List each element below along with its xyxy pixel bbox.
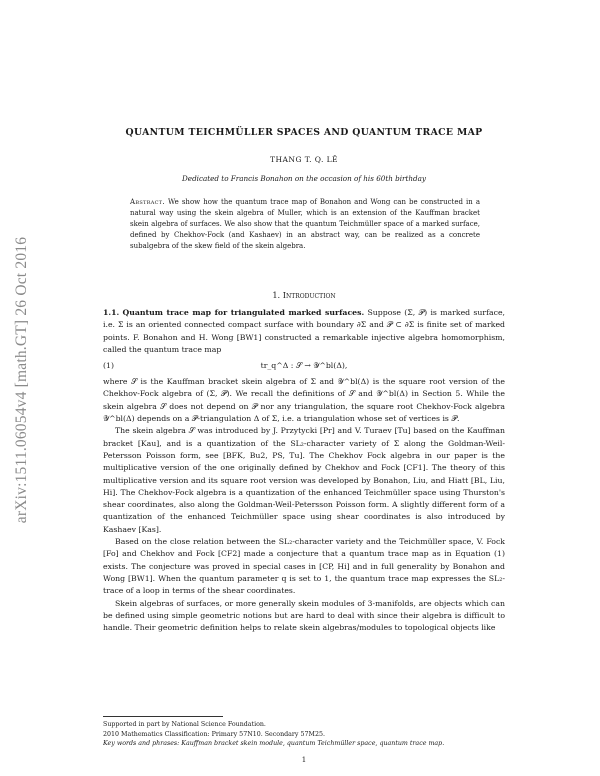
equation-number: (1) — [103, 361, 114, 371]
arxiv-identifier: arXiv:1511.06054v4 [math.GT] 26 Oct 2016 — [13, 236, 30, 524]
abstract — [130, 197, 480, 252]
paper-title: QUANTUM TEICHMÜLLER SPACES AND QUANTUM TRACE MAP — [125, 127, 483, 138]
footnote-support: Supported in part by National Science Foundation. — [103, 721, 266, 728]
section-title: Introduction — [282, 290, 336, 300]
footnotes — [103, 720, 505, 749]
paragraph-5: Skein algebras of surfaces, or more generally skein modules of 3-manifolds, are objects which can be defined using simple geometric notions but are hard to deal with since their algebra is difficult to handle. Their geometric definition helps to relate skein algebras/modules to topological objects like — [103, 598, 505, 633]
arxiv-side-stamp — [2, 180, 42, 580]
footnote-msc: 2010 Mathematics Classification: Primary 57N10. Secondary 57M25. — [103, 730, 325, 738]
paragraph-2: where 𝒮 is the Kauffman bracket skein algebra of Σ and 𝒴^bl(Δ) is the square root version of the Chekhov-Fock algebra of (Σ, 𝒫). We recall the definitions of 𝒮 and 𝒴^bl(Δ) in Section 5. While the skein algebra 𝒮 does not depend on 𝒫 nor any triangulation, the square root Chekhov-Fock algebra 𝒴^bl(Δ) depends on a 𝒫-triangulation Δ of Σ, i.e. a triangulation whose set of vertices is 𝒫. — [103, 377, 505, 424]
paragraph-3: The skein algebra 𝒮 was introduced by J. Przytycki [Pr] and V. Turaev [Tu] based on the Kauffman bracket [Kau], and is a quantization of the SL₂-character variety of Σ along the Goldman-Weil-Petersson Poisson form, see [BFK, Bu2, PS, Tu]. The Chekhov Fock algebra in our paper is the multiplicative version of the one originally defined by Chekhov and Fock [CF1]. The theory of this multiplicative version and its square root version was developed by Bonahon, Liu, and Hiatt [BL, Liu, Hi]. The Chekhov-Fock algebra is a quantization of the enhanced Teichmüller space using Thurston's shear coordinates, also along the Goldman-Weil-Petersson Poisson form. A slightly different form of a quantization of the enhanced Teichmüller space using shear coordinates is also introduced by Kashaev [Kas]. — [103, 426, 505, 534]
footnote-rule — [103, 716, 223, 717]
abstract-label: Abstract. — [130, 198, 165, 206]
author-name: THANG T. Q. LÊ — [270, 155, 338, 164]
paragraph-4: Based on the close relation between the SL₂-character variety and the Teichmüller space, V. Fock [Fo] and Chekhov and Fock [CF2] made a conjecture that a quantum trace map as in Equation (1) exists. The conjecture was proved in special cases in [CP, Hi] and in full generality by Bonahon and Wong [BW1]. When the quantum parameter q is set to 1, the quantum trace map expresses the SL₂-trace of a loop in terms of the shear coordinates. — [103, 537, 505, 596]
keywords-text: Kauffman bracket skein module, quantum Teichmüller space, quantum trace map. — [181, 740, 445, 748]
footnote-keywords — [103, 739, 505, 749]
section-heading — [103, 290, 505, 300]
equation-1 — [103, 356, 505, 376]
paragraph-1 — [103, 307, 505, 356]
page-number: 1 — [301, 756, 307, 764]
paragraph-text: Suppose (Σ, 𝒫) is marked surface, i.e. Σ is an oriented connected compact surface with boundary ∂Σ and 𝒫 ⊂ ∂Σ is finite set of marked points. F. Bonahon and H. Wong [BW1] constructed a remarkable injective algebra homomorphism, called the quantum trace map — [103, 308, 505, 354]
equation-body: tr_q^Δ : 𝒮 → 𝒴^bl(Δ), — [260, 361, 348, 371]
paragraph-title: Quantum trace map for triangulated marked surfaces. — [122, 308, 365, 317]
abstract-text: We show how the quantum trace map of Bonahon and Wong can be constructed in a natural way using the skein algebra of Muller, which is an extension of the Kauffman bracket skein algebra of surfaces. We also show that the quantum Teichmüller space of a marked surface, defined by Chekhov-Fock (and Kashaev) in an abstract way, can be realized as a concrete subalgebra of the skew field of the skein algebra. — [130, 198, 480, 250]
paragraph-number: 1.1. — [103, 308, 120, 317]
dedication: Dedicated to Francis Bonahon on the occasion of his 60th birthday — [182, 174, 426, 183]
section-number: 1. — [272, 290, 281, 300]
keywords-label: Key words and phrases: — [103, 740, 180, 748]
introduction-body — [103, 307, 505, 634]
